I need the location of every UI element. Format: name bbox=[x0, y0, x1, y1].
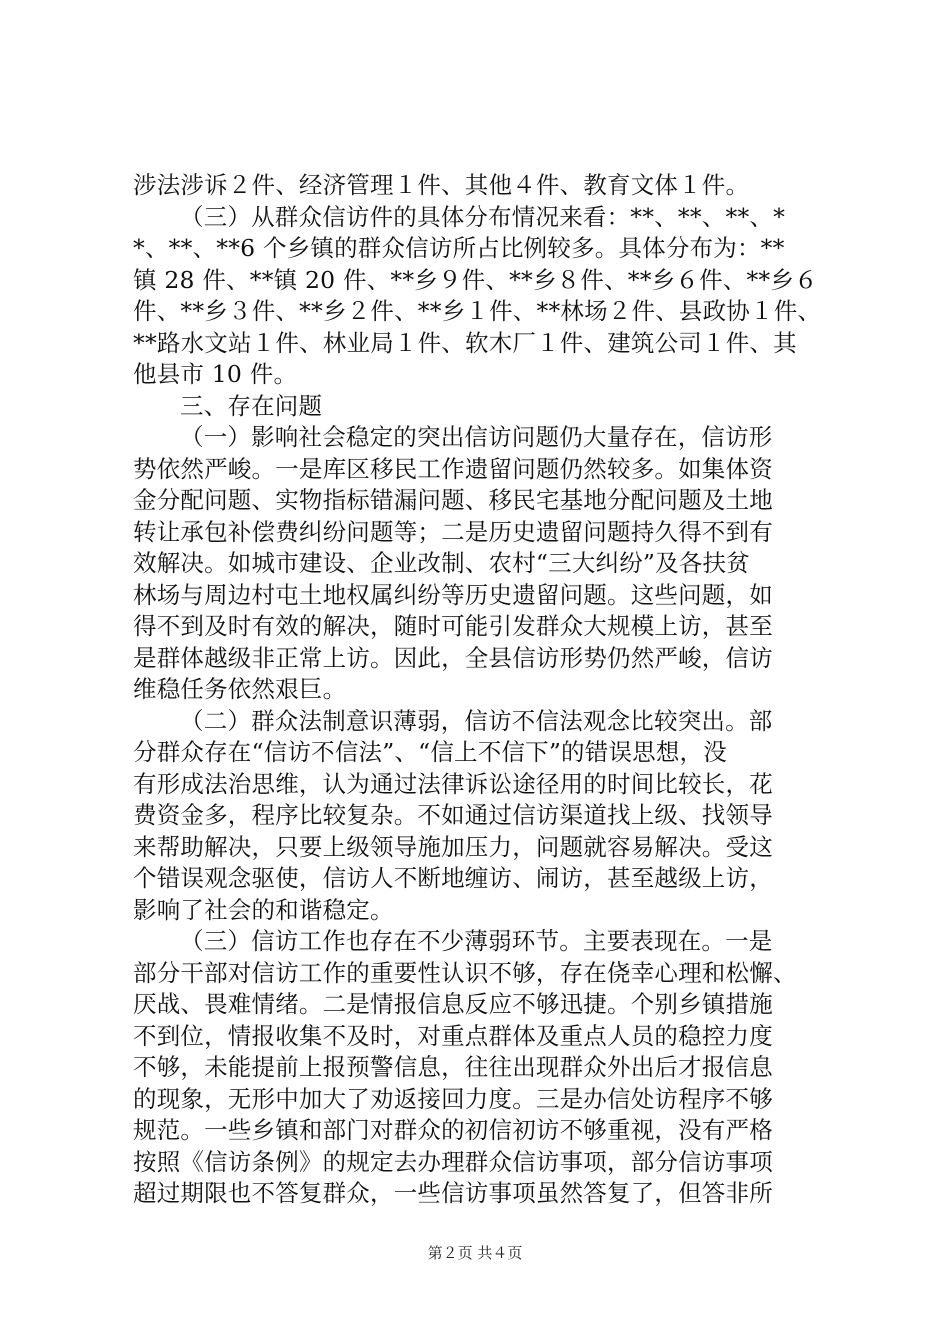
text-line: 费资金多，程序比较复杂。不如通过信访渠道找上级、找领导 bbox=[133, 801, 773, 829]
text-line: 影响了社会的和谐稳定。 bbox=[133, 895, 394, 924]
text-line: 林场与周边村屯土地权属纠纷等历史遗留问题。这些问题，如 bbox=[133, 580, 773, 609]
text-line: 转让承包补偿费纠纷问题等；二是历史遗留问题持久得不到有 bbox=[133, 517, 773, 546]
text-line: *、**、**6 个乡镇的群众信访所占比例较多。具体分布为：** bbox=[133, 234, 785, 262]
text-line: 不到位，情报收集不及时，对重点群体及重点人员的稳控力度 bbox=[133, 1021, 773, 1050]
text-line: 件、**乡３件、**乡２件、**乡１件、**林场２件、县政协１件、 bbox=[133, 297, 822, 325]
section-heading: 三、存在问题 bbox=[180, 391, 323, 420]
text-line: 来帮助解决，只要上级领导施加压力，问题就容易解决。受这 bbox=[133, 832, 773, 861]
text-line: 得不到及时有效的解决，随时可能引发群众大规模上访，甚至 bbox=[133, 612, 773, 640]
text-line: 他县市 10 件。 bbox=[133, 360, 298, 388]
text-line: 镇 28 件、**镇 20 件、**乡９件、**乡８件、**乡６件、**乡６ bbox=[133, 265, 818, 294]
paragraph-start-line: （三）从群众信访件的具体分布情况来看：**、**、**、* bbox=[180, 202, 786, 231]
text-line: 维稳任务依然艰巨。 bbox=[133, 675, 347, 703]
text-line: 部分干部对信访工作的重要性认识不够，存在侥幸心理和松懈、 bbox=[133, 958, 797, 987]
text-line: 有形成法治思维，认为通过法律诉讼途径用的时间比较长，花 bbox=[133, 769, 773, 798]
text-line: **路水文站１件、林业局１件、软木厂１件、建筑公司１件、其 bbox=[133, 328, 797, 357]
paragraph-start-line: （二）群众法制意识薄弱，信访不信法观念比较突出。部 bbox=[180, 706, 773, 735]
text-line: 不够，未能提前上报预警信息，往往出现群众外出后才报信息 bbox=[133, 1053, 773, 1081]
text-line: 按照《信访条例》的规定去办理群众信访事项，部分信访事项 bbox=[133, 1147, 773, 1176]
page-number-footer: 第２页 共４页 bbox=[427, 1244, 523, 1262]
text-line: 厌战、畏难情绪。二是情报信息反应不够迅捷。个别乡镇措施 bbox=[133, 990, 773, 1018]
text-line: 规范。一些乡镇和部门对群众的初信初访不够重视，没有严格 bbox=[133, 1116, 773, 1144]
paragraph-start-line: （一）影响社会稳定的突出信访问题仍大量存在，信访形 bbox=[180, 423, 773, 451]
text-line: 的现象，无形中加大了劝返接回力度。三是办信处访程序不够 bbox=[133, 1084, 773, 1113]
text-line: 是群体越级非正常上访。因此，全县信访形势仍然严峻，信访 bbox=[133, 643, 773, 672]
text-line: 势依然严峻。一是库区移民工作遗留问题仍然较多。如集体资 bbox=[133, 454, 773, 483]
text-line: 个错误观念驱使，信访人不断地缠访、闹访，甚至越级上访， bbox=[133, 864, 773, 892]
text-line: 涉法涉诉２件、经济管理１件、其他４件、教育文体１件。 bbox=[133, 171, 750, 199]
text-line: 分群众存在“信访不信法”、“信上不信下”的错误思想，没 bbox=[133, 738, 727, 766]
text-line: 超过期限也不答复群众，一些信访事项虽然答复了，但答非所 bbox=[133, 1179, 773, 1207]
text-line: 效解决。如城市建设、企业改制、农村“三大纠纷”及各扶贫 bbox=[133, 549, 750, 577]
paragraph-start-line: （三）信访工作也存在不少薄弱环节。主要表现在。一是 bbox=[180, 927, 773, 955]
document-body bbox=[133, 170, 833, 1210]
text-line: 金分配问题、实物指标错漏问题、移民宅基地分配问题及土地 bbox=[133, 486, 773, 514]
